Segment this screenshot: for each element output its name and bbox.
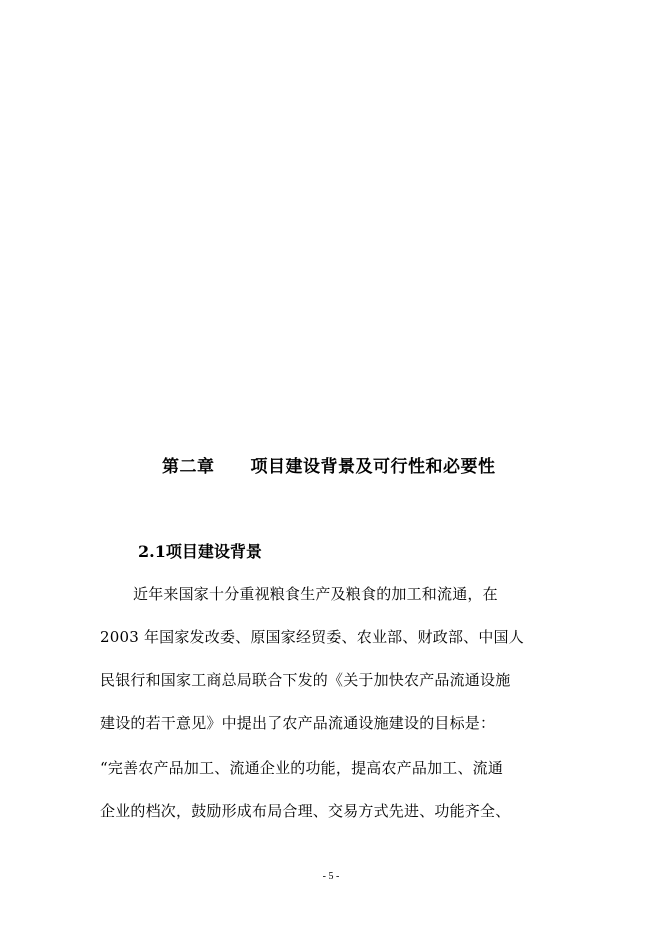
paragraph-line: 建设的若干意见》中提出了农产品流通设施建设的目标是： [100, 714, 496, 732]
chapter-title: 项目建设背景及可行性和必要性 [250, 457, 496, 477]
paragraph-line: 2003 年国家发改委、原国家经贸委、农业部、财政部、中国人 [100, 628, 524, 646]
section-heading: 2.1项目建设背景 [138, 542, 262, 561]
page-number: - 5 - [322, 871, 340, 882]
paragraph-line: “完善农产品加工、流通企业的功能，提高农产品加工、流通 [100, 759, 504, 777]
paragraph-line: 企业的档次，鼓励形成布局合理、交易方式先进、功能齐全、 [100, 802, 511, 820]
chapter-heading [162, 452, 496, 477]
chapter-label: 第二章 [162, 457, 215, 477]
paragraph-line: 民银行和国家工商总局联合下发的《关于加快农产品流通设施 [100, 671, 511, 689]
paragraph-line: 近年来国家十分重视粮食生产及粮食的加工和流通，在 [133, 585, 498, 603]
